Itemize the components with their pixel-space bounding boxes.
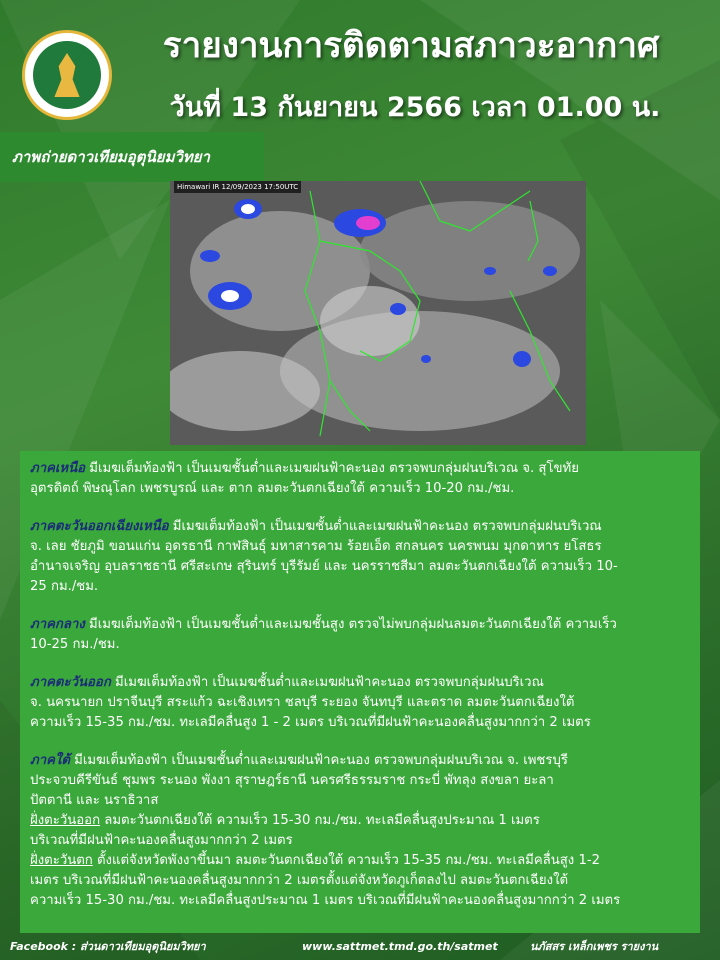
report-date: วันที่ 13 กันยายน 2566 เวลา 01.00 น.	[169, 92, 661, 123]
region-text: มีเมฆเต็มท้องฟ้า เป็นเมฆชั้นต่ำและเมฆฝนฟ้าคะนอง ตรวจพบกลุ่มฝนบริเวณ จ. นครนายก ปราจีนบุรี สระแก้ว ฉะเชิงเทรา ชลบุรี ระยอง จันทบุรี และตราด ลมตะวันตกเฉียงใต้ ความเร็ว 15-35 กม./ชม. ทะเลมีคลื่นสูง 1 - 2 เมตร บริเวณที่มีฝนฟ้าคะนองคลื่นสูงมากกว่า 2 เมตร	[30, 675, 591, 730]
east-coast-text: ลมตะวันตกเฉียงใต้ ความเร็ว 15-30 กม./ชม. ทะเลมีคลื่นสูงประมาณ 1 เมตร บริเวณที่มีฝนฟ้าคะนองคลื่นสูงมากกว่า 2 เมตร	[30, 813, 540, 848]
region-label: ภาคตะวันออก	[30, 675, 111, 690]
report-south-west-coast	[30, 851, 690, 911]
report-south-east-coast	[30, 811, 690, 851]
report-south	[30, 751, 690, 811]
facebook-credit: Facebook : ส่วนดาวเทียมอุตุนิยมวิทยา	[10, 940, 206, 953]
tmd-logo	[22, 30, 112, 120]
region-text: มีเมฆเต็มท้องฟ้า เป็นเมฆชั้นต่ำและเมฆฝนฟ้าคะนอง ตรวจพบกลุ่มฝนบริเวณ จ. เลย ชัยภูมิ ขอนแก่น อุดรธานี กาฬสินธุ์ มหาสารคาม ร้อยเอ็ด สกลนคร นครพนม มุกดาหาร ยโสธร อำนาจเจริญ อุบลราชธานี ศรีสะเกษ สุรินทร์ บุรีรัมย์ และ นครราชสีมา ลมตะวันตกเฉียงใต้ ความเร็ว 10- 25 กม./ชม.	[30, 519, 618, 594]
logo-emblem	[33, 41, 101, 109]
region-text: มีเมฆเต็มท้องฟ้า เป็นเมฆชั้นต่ำและเมฆฝนฟ้าคะนอง ตรวจพบกลุ่มฝนบริเวณ จ. สุโขทัย อุตรดิตถ์ พิษณุโลก เพชรบูรณ์ และ ตาก ลมตะวันตกเฉียงใต้ ความเร็ว 10-20 กม./ชม.	[30, 461, 579, 496]
region-label: ภาคกลาง	[30, 617, 85, 632]
report-north	[30, 459, 690, 499]
section-heading: ภาพถ่ายดาวเทียมอุตุนิยมวิทยา	[0, 132, 264, 182]
west-coast-label: ฝั่งตะวันตก	[30, 853, 93, 868]
page-title: รายงานการติดตามสภาวะอากาศ	[162, 26, 660, 66]
region-text: มีเมฆเต็มท้องฟ้า เป็นเมฆชั้นต่ำและเมฆชั้นสูง ตรวจไม่พบกลุ่มฝนลมตะวันตกเฉียงใต้ ความเร็ว 10-25 กม./ชม.	[30, 617, 617, 652]
deity-emblem-icon	[53, 53, 81, 97]
report-central	[30, 615, 690, 655]
report-northeast	[30, 517, 690, 597]
weather-report-panel	[20, 451, 700, 933]
east-coast-label: ฝั่งตะวันออก	[30, 813, 101, 828]
reporter-credit: นภัสสร เหล็กเพชร รายงาน	[530, 940, 659, 953]
report-east	[30, 673, 690, 733]
region-label: ภาคใต้	[30, 753, 70, 768]
website-link[interactable]: www.sattmet.tmd.go.th/satmet	[302, 940, 498, 953]
region-text: มีเมฆเต็มท้องฟ้า เป็นเมฆชั้นต่ำและเมฆฝนฟ้าคะนอง ตรวจพบกลุ่มฝนบริเวณ จ. เพชรบุรี ประจวบคีรีขันธ์ ชุมพร ระนอง พังงา สุราษฎร์ธานี นครศรีธรรมราช กระบี่ พัทลุง สงขลา ยะลา ปัตตานี และ นราธิวาส	[30, 753, 568, 808]
footer	[0, 934, 720, 960]
region-label: ภาคตะวันออกเฉียงเหนือ	[30, 519, 169, 534]
satellite-map-graphic	[170, 181, 586, 445]
satellite-image	[170, 181, 586, 445]
satellite-caption: Himawari IR 12/09/2023 17:50UTC	[174, 181, 301, 193]
region-label: ภาคเหนือ	[30, 461, 86, 476]
west-coast-text: ตั้งแต่จังหวัดพังงาขึ้นมา ลมตะวันตกเฉียงใต้ ความเร็ว 15-35 กม./ชม. ทะเลมีคลื่นสูง 1-2 เมตร บริเวณที่มีฝนฟ้าคะนองคลื่นสูงมากกว่า 2 เมตรตั้งแต่จังหวัดภูเก็ตลงไป ลมตะวันตกเฉียงใต้ ความเร็ว 15-30 กม./ชม. ทะเลมีคลื่นสูงประมาณ 1 เมตร บริเวณที่มีฝนฟ้าคะนองคลื่นสูงมากกว่า 2 เมตร	[30, 853, 621, 908]
